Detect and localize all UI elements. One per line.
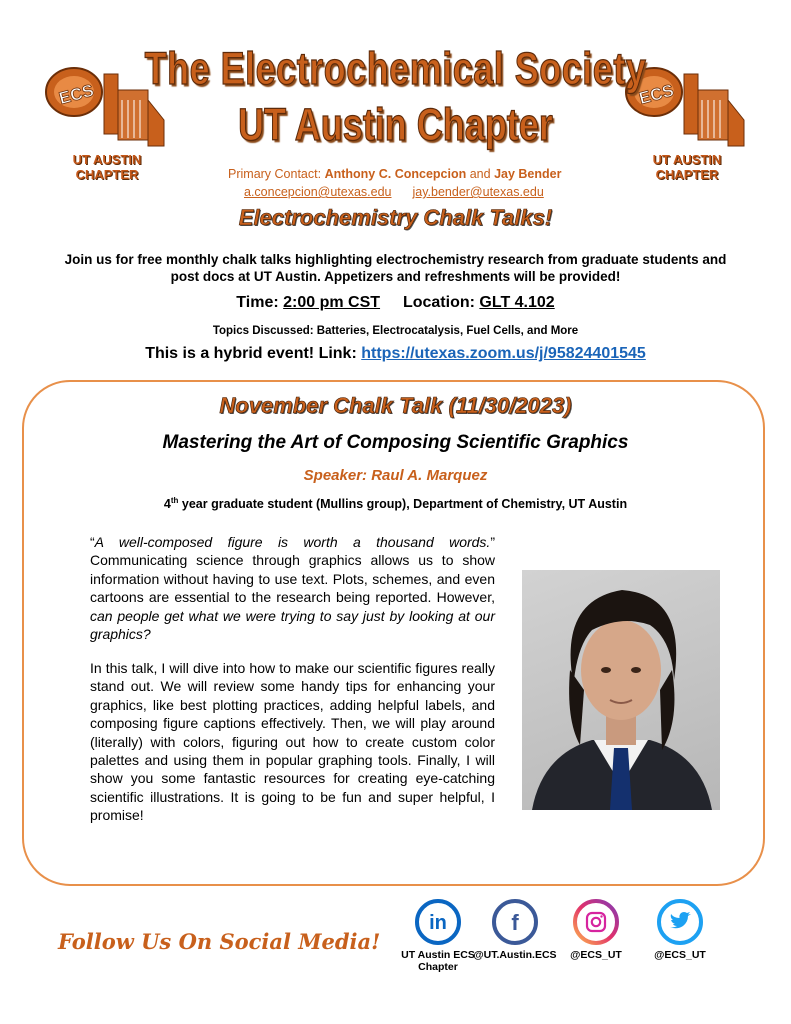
event-intro: Join us for free monthly chalk talks highlighting electrochemistry research from graduate students and post docs at UT Austin. Appetizers and refreshments will be provided!: [64, 252, 727, 284]
location-value: GLT 4.102: [479, 294, 555, 311]
svg-text:ECS: ECS: [637, 80, 676, 108]
contact-name-1: Anthony C. Concepcion: [324, 167, 467, 181]
time-location: Time: 2:00 pm CST Location: GLT 4.102: [236, 294, 555, 311]
svg-text:f: f: [511, 910, 519, 935]
abstract-paragraph-1: “A well-composed figure is worth a thousand words.” Communicating science through graphics allows us to show information without having to use text. Plots, schemes, and even cartoons are essential to the research being reported. However, can people get what we were trying to say just by looking at our graphics?: [90, 534, 495, 643]
twitter-link[interactable]: [635, 899, 725, 961]
page-title-line1: The Electrochemical Society: [144, 42, 647, 94]
follow-us-heading: Follow Us On Social Media!: [58, 929, 381, 954]
speaker-photo: [522, 570, 720, 810]
hybrid-event-line: This is a hybrid event! Link: https://utexas.zoom.us/j/95824401545: [145, 345, 646, 362]
chalk-talks-heading: Electrochemistry Chalk Talks!: [238, 205, 553, 230]
facebook-link[interactable]: [470, 899, 560, 961]
topics-discussed: Topics Discussed: Batteries, Electrocatalysis, Fuel Cells, and More: [212, 325, 579, 337]
svg-text:ECS: ECS: [57, 80, 96, 108]
november-talk-heading: November Chalk Talk (11/30/2023): [219, 393, 572, 418]
talk-title: Mastering the Art of Composing Scientific Graphics: [162, 432, 629, 453]
twitter-icon: [657, 899, 703, 945]
zoom-link[interactable]: https://utexas.zoom.us/j/95824401545: [361, 345, 646, 362]
email-link-2[interactable]: jay.bender@utexas.edu: [412, 185, 544, 199]
abstract-paragraph-2: In this talk, I will dive into how to make our scientific figures really stand out. We will review some handy tips for enhancing your graphics, like best plotting practices, adding helpful labels, and composing figure captions effectively. Then, we will play around (literally) with colors, figuring out how to create custom color palettes and using them in popular graphing tools. Finally, I will show you some fantastic resources for creating eye-catching scientific illustrations. It is going to be fun and super helpful, I promise!: [90, 660, 495, 824]
time-value: 2:00 pm CST: [283, 294, 381, 311]
email-link-1[interactable]: a.concepcion@utexas.edu: [244, 185, 392, 199]
speaker-name: Speaker: Raul A. Marquez: [303, 467, 488, 484]
linkedin-icon: [415, 899, 461, 945]
primary-contact: Primary Contact: Anthony C. Concepcion and Jay Bender: [228, 167, 562, 181]
logo-caption: UT AUSTIN CHAPTER: [652, 152, 722, 182]
facebook-label: @UT.Austin.ECS: [473, 949, 557, 961]
speaker-affiliation: 4th year graduate student (Mullins group), Department of Chemistry, UT Austin: [163, 496, 628, 512]
logo-caption: UT AUSTIN CHAPTER: [72, 152, 142, 182]
instagram-icon: [573, 899, 619, 945]
speaker-portrait-icon: [522, 570, 720, 810]
contact-name-2: Jay Bender: [494, 167, 562, 181]
svg-text:in: in: [429, 912, 447, 934]
twitter-label: @ECS_UT: [654, 949, 706, 961]
page-title-line2: UT Austin Chapter: [238, 98, 553, 150]
linkedin-label: UT Austin ECS Chapter: [401, 949, 475, 973]
facebook-icon: [492, 899, 538, 945]
contact-emails: [244, 185, 544, 199]
instagram-link[interactable]: [551, 899, 641, 961]
instagram-label: @ECS_UT: [570, 949, 622, 961]
